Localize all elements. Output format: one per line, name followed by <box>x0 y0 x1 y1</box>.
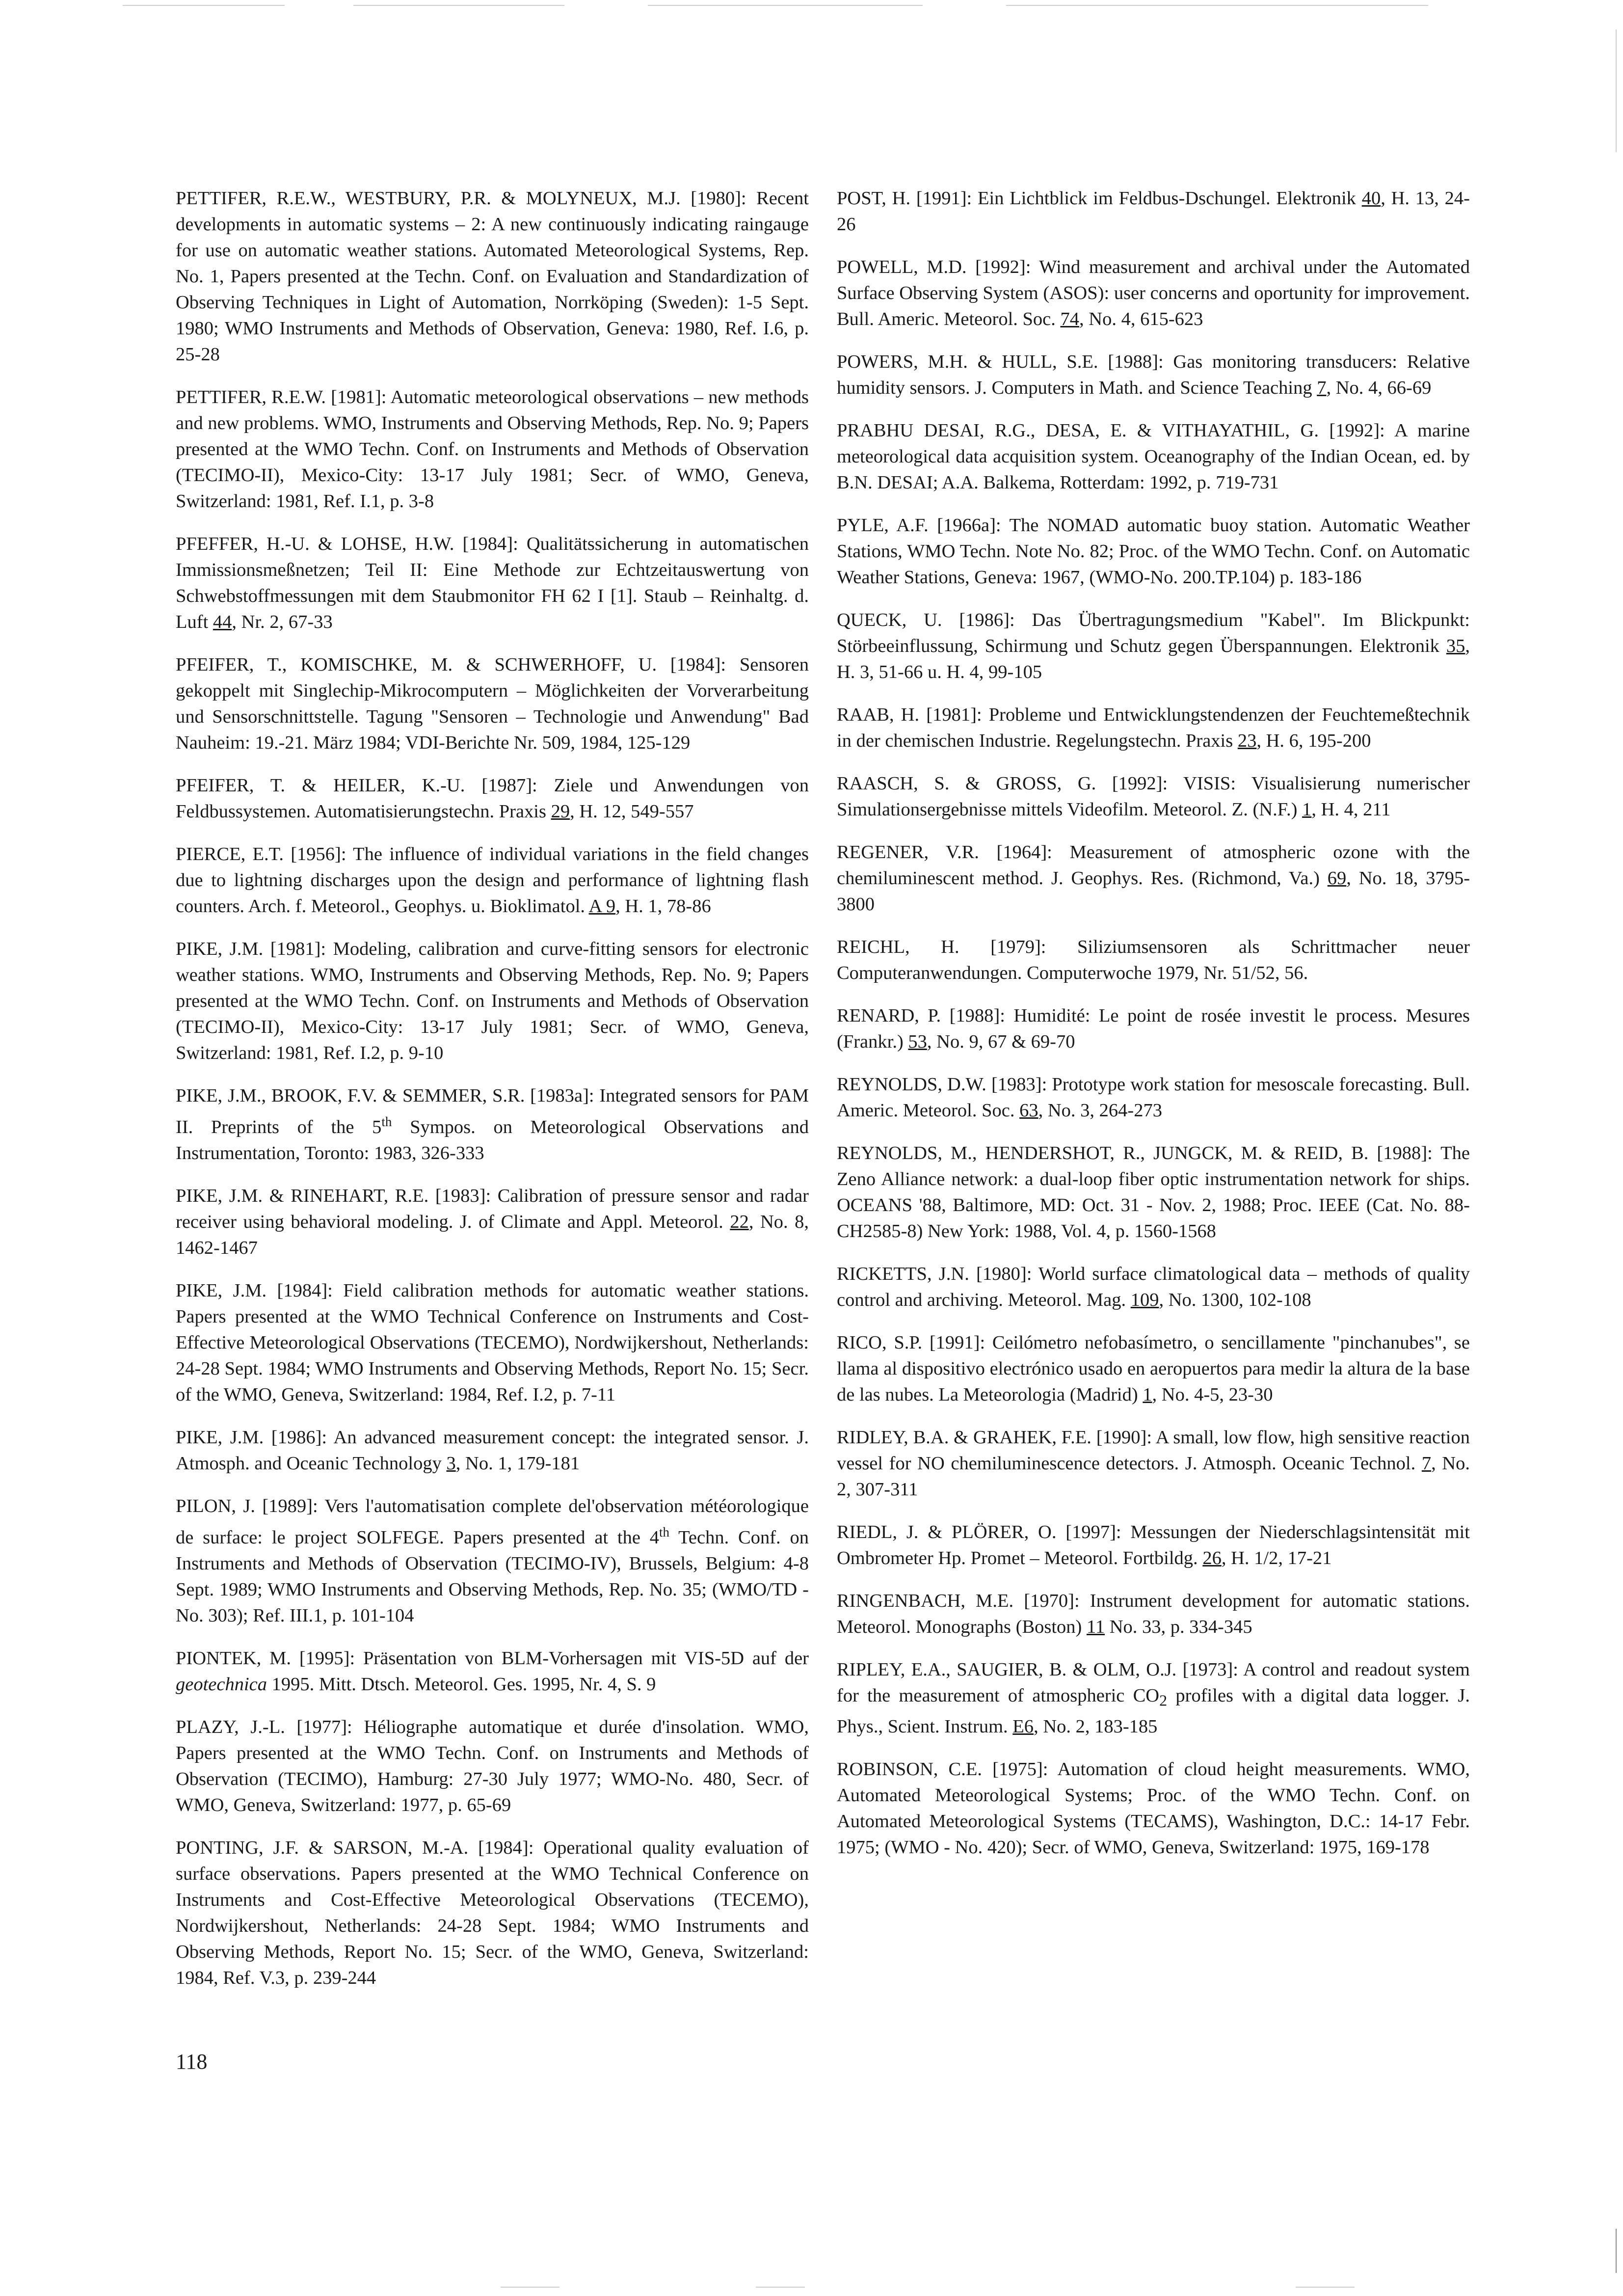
reference-entry: PIERCE, E.T. [1956]: The influence of individual variations in the field changes due to lightning discharges upon the design and performance of lightning flash counters. Arch. f. Meteorol., Geophys. u. Bioklimatol. A 9, H. 1, 78-86 <box>176 844 809 917</box>
ordinal-superscript: 4th <box>649 1524 669 1548</box>
scan-artifact-bottom <box>756 2287 805 2288</box>
reference-entry: REGENER, V.R. [1964]: Measurement of atmospheric ozone with the chemiluminescent method. J. Geophys. Res. (Richmond, Va.) 69, No. 18, 3795-3800 <box>837 842 1470 915</box>
reference-entry: PFEIFER, T., KOMISCHKE, M. & SCHWERHOFF, U. [1984]: Sensoren gekoppelt mit Singlechip-Mikrocomputern – Möglichkeiten der Vorverarbeitung und Sensorschnittstelle. Tagung "Sensoren – Technologie und Anwendung" Bad Nauheim: 19.-21. März 1984; VDI-Berichte Nr. 509, 1984, 125-129 <box>176 654 809 753</box>
scan-artifact-bottom <box>1296 2287 1355 2288</box>
reference-entry: PETTIFER, R.E.W. [1981]: Automatic meteorological observations – new methods and new problems. WMO, Instruments and Observing Methods, Rep. No. 9; Papers presented at the WMO Techn. Conf. on Instruments and Methods of Observation (TECIMO-II), Mexico-City: 13-17 July 1981; Secr. of WMO, Geneva, Switzerland: 1981, Ref. I.1, p. 3-8 <box>176 387 809 512</box>
scan-artifact-top <box>123 5 285 6</box>
page-number: 118 <box>176 2050 208 2074</box>
reference-column-left <box>176 186 809 2008</box>
scan-artifact-top <box>648 5 923 6</box>
reference-entry: POWERS, M.H. & HULL, S.E. [1988]: Gas monitoring transducers: Relative humidity sensors. J. Computers in Math. and Science Teaching 7, No. 4, 66-69 <box>837 351 1470 398</box>
reference-entry: PONTING, J.F. & SARSON, M.-A. [1984]: Operational quality evaluation of surface observations. Papers presented at the WMO Technical Conference on Instruments and Cost-Effective Meteorological Observations (TECEMO), Nordwijkershout, Netherlands: 24-28 Sept. 1984; WMO Instruments and Observing Methods, Report No. 15; Secr. of the WMO, Geneva, Switzerland: 1984, Ref. V.3, p. 239-244 <box>176 1837 809 1988</box>
scan-artifact-top <box>353 5 564 6</box>
reference-entry: PYLE, A.F. [1966a]: The NOMAD automatic buoy station. Automatic Weather Stations, WMO Techn. Note No. 82; Proc. of the WMO Techn. Conf. on Automatic Weather Stations, Geneva: 1967, (WMO-No. 200.TP.104) p. 183-186 <box>837 515 1470 588</box>
reference-entry: PETTIFER, R.E.W., WESTBURY, P.R. & MOLYNEUX, M.J. [1980]: Recent developments in automatic systems – 2: A new continuously indicating raingauge for use on automatic weather stations. Automated Meteorological Systems, Rep. No. 1, Papers presented at the Techn. Conf. on Evaluation and Standardization of Observing Techniques in Light of Automation, Norrköping (Sweden): 1-5 Sept. 1980; WMO Instruments and Methods of Observation, Geneva: 1980, Ref. I.6, p. 25-28 <box>176 188 809 365</box>
reference-entry: POWELL, M.D. [1992]: Wind measurement and archival under the Automated Surface Observing System (ASOS): user concerns and oportunity for improvement. Bull. Americ. Meteorol. Soc. 74, No. 4, 615-623 <box>837 257 1470 329</box>
reference-entry: PIKE, J.M. [1981]: Modeling, calibration and curve-fitting sensors for electronic weather stations. WMO, Instruments and Observing Methods, Rep. No. 9; Papers presented at the WMO Techn. Conf. on Instruments and Methods of Observation (TECIMO-II), Mexico-City: 13-17 July 1981; Secr. of WMO, Geneva, Switzerland: 1981, Ref. I.2, p. 9-10 <box>176 939 809 1063</box>
reference-entry: RENARD, P. [1988]: Humidité: Le point de rosée investit le process. Mesures (Frankr.) 53, No. 9, 67 & 69-70 <box>837 1005 1470 1052</box>
reference-column-right <box>837 186 1470 1877</box>
reference-entry: RIPLEY, E.A., SAUGIER, B. & OLM, O.J. [1973]: A control and readout system for the measurement of atmospheric $CO_2$ profiles with a digital data logger. J. Phys., Scient. Instrum. E6, No. 2, 183-185 <box>837 1659 1470 1737</box>
reference-entry: PFEIFER, T. & HEILER, K.-U. [1987]: Ziele und Anwendungen von Feldbussystemen. Automatisierungstechn. Praxis 29, H. 12, 549-557 <box>176 775 809 822</box>
scan-artifact-top <box>1006 5 1428 6</box>
reference-entry: POST, H. [1991]: Ein Lichtblick im Feldbus-Dschungel. Elektronik 40, H. 13, 24-26 <box>837 188 1470 235</box>
scan-artifact-bottom <box>501 2287 559 2288</box>
reference-entry: PRABHU DESAI, R.G., DESA, E. & VITHAYATHIL, G. [1992]: A marine meteorological data acquisition system. Oceanography of the Indian Ocean, ed. by B.N. DESAI; A.A. Balkema, Rotterdam: 1992, p. 719-731 <box>837 420 1470 493</box>
reference-entry: PFEFFER, H.-U. & LOHSE, H.W. [1984]: Qualitätssicherung in automatischen Immissionsmeßnetzen; Teil II: Eine Methode zur Echtzeitauswertung von Schwebstoffmessungen mit dem Staubmonitor FH 62 I [1]. Staub – Reinhaltg. d. Luft 44, Nr. 2, 67-33 <box>176 534 809 632</box>
reference-entry: RICO, S.P. [1991]: Ceilómetro nefobasímetro, o sencillamente "pinchanubes", se llama al dispositivo electrónico usado en aeropuertos para medir la altura de la base de las nubes. La Meteorologia (Madrid) 1, No. 4-5, 23-30 <box>837 1332 1470 1405</box>
reference-entry: REYNOLDS, D.W. [1983]: Prototype work station for mesoscale forecasting. Bull. Americ. Meteorol. Soc. 63, No. 3, 264-273 <box>837 1074 1470 1121</box>
ordinal-superscript: 5th <box>372 1114 392 1137</box>
reference-entry: RICKETTS, J.N. [1980]: World surface climatological data – methods of quality control and archiving. Meteorol. Mag. 109, No. 1300, 102-108 <box>837 1264 1470 1310</box>
reference-entry: PIKE, J.M. [1986]: An advanced measurement concept: the integrated sensor. J. Atmosph. and Oceanic Technology 3, No. 1, 179-181 <box>176 1427 809 1474</box>
reference-entry: PIKE, J.M., BROOK, F.V. & SEMMER, S.R. [1983a]: Integrated sensors for PAM II. Preprints of the 5th Sympos. on Meteorological Observations and Instrumentation, Toronto: 1983, 326-333 <box>176 1085 809 1163</box>
reference-entry: REYNOLDS, M., HENDERSHOT, R., JUNGCK, M. & REID, B. [1988]: The Zeno Alliance network: a dual-loop fiber optic instrumentation network for ships. OCEANS '88, Baltimore, MD: Oct. 31 - Nov. 2, 1988; Proc. IEEE (Cat. No. 88-CH2585-8) New York: 1988, Vol. 4, p. 1560-1568 <box>837 1143 1470 1242</box>
reference-entry: PIONTEK, M. [1995]: Präsentation von BLM-Vorhersagen mit VIS-5D auf der geotechnica 1995. Mitt. Dtsch. Meteorol. Ges. 1995, Nr. 4, S. 9 <box>176 1648 809 1695</box>
reference-entry: PLAZY, J.-L. [1977]: Héliographe automatique et durée d'insolation. WMO, Papers presented at the WMO Techn. Conf. on Instruments and Methods of Observation (TECIMO), Hamburg: 27-30 July 1977; WMO-No. 480, Secr. of WMO, Geneva, Switzerland: 1977, p. 65-69 <box>176 1716 809 1815</box>
reference-entry: PIKE, J.M. [1984]: Field calibration methods for automatic weather stations. Papers presented at the WMO Technical Conference on Instruments and Cost-Effective Meteorological Observations (TECEMO), Nordwijkershout, Netherlands: 24-28 Sept. 1984; WMO Instruments and Observing Methods, Report No. 15; Secr. of the WMO, Geneva, Switzerland: 1984, Ref. I.2, p. 7-11 <box>176 1280 809 1405</box>
scan-artifact-edge <box>1616 2229 1617 2273</box>
reference-entry: RAAB, H. [1981]: Probleme und Entwicklungstendenzen der Feuchtemeßtechnik in der chemischen Industrie. Regelungstechn. Praxis 23, H. 6, 195-200 <box>837 704 1470 751</box>
reference-entry: RINGENBACH, M.E. [1970]: Instrument development for automatic stations. Meteorol. Monographs (Boston) 11 No. 33, p. 334-345 <box>837 1591 1470 1637</box>
reference-entry: RAASCH, S. & GROSS, G. [1992]: VISIS: Visualisierung numerischer Simulationsergebnisse mittels Videofilm. Meteorol. Z. (N.F.) 1, H. 4, 211 <box>837 773 1470 820</box>
reference-entry: RIDLEY, B.A. & GRAHEK, F.E. [1990]: A small, low flow, high sensitive reaction vessel for NO chemiluminescence detectors. J. Atmosph. Oceanic Technol. 7, No. 2, 307-311 <box>837 1427 1470 1500</box>
reference-entry: RIEDL, J. & PLÖRER, O. [1997]: Messungen der Niederschlagsintensität mit Ombrometer Hp. Promet – Meteorol. Fortbildg. 26, H. 1/2, 17-21 <box>837 1522 1470 1568</box>
reference-entry: PIKE, J.M. & RINEHART, R.E. [1983]: Calibration of pressure sensor and radar receiver using behavioral modeling. J. of Climate and Appl. Meteorol. 22, No. 8, 1462-1467 <box>176 1185 809 1258</box>
reference-entry: REICHL, H. [1979]: Siliziumsensoren als Schrittmacher neuer Computeranwendungen. Computerwoche 1979, Nr. 51/52, 56. <box>837 937 1470 983</box>
reference-entry: ROBINSON, C.E. [1975]: Automation of cloud height measurements. WMO, Automated Meteorological Systems; Proc. of the WMO Techn. Conf. on Automated Meteorological Systems (TECAMS), Washington, D.C.: 14-17 Febr. 1975; (WMO - No. 420); Secr. of WMO, Geneva, Switzerland: 1975, 169-178 <box>837 1758 1470 1858</box>
reference-entry: QUECK, U. [1986]: Das Übertragungsmedium "Kabel". Im Blickpunkt: Störbeeinflussung, Schirmung und Schutz gegen Überspannungen. Elektronik 35, H. 3, 51-66 u. H. 4, 99-105 <box>837 610 1470 682</box>
reference-entry: PILON, J. [1989]: Vers l'automatisation complete del'observation météorologique de surface: le project SOLFEGE. Papers presented at the 4th Techn. Conf. on Instruments and Methods of Observation (TECIMO-IV), Brussels, Belgium: 4-8 Sept. 1989; WMO Instruments and Observing Methods, Rep. No. 35; (WMO/TD - No. 303); Ref. III.1, p. 101-104 <box>176 1495 809 1626</box>
scan-artifact-edge <box>1616 29 1617 152</box>
